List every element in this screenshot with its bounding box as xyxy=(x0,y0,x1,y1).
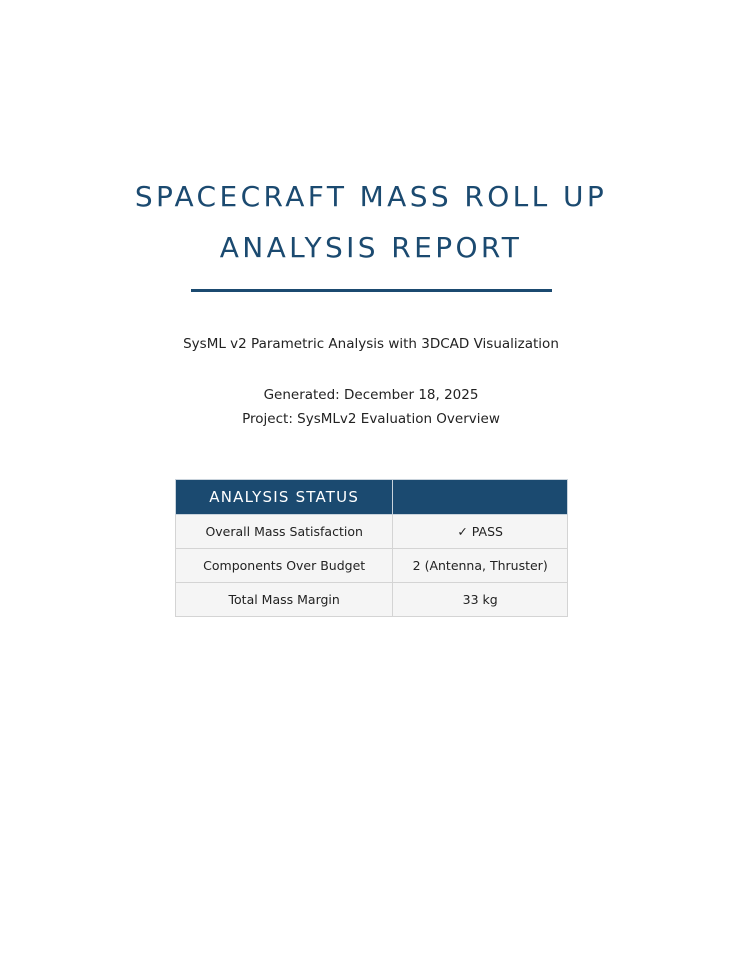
row-label: Components Over Budget xyxy=(176,549,393,583)
project-name: Project: SysMLv2 Evaluation Overview xyxy=(242,411,500,427)
generated-date: Generated: December 18, 2025 xyxy=(263,387,479,403)
row-value: ✓ PASS xyxy=(393,515,568,549)
report-title-line-2: ANALYSIS REPORT xyxy=(219,230,523,264)
table-header-row xyxy=(176,480,568,515)
report-title-line-1: SPACECRAFT MASS ROLL UP xyxy=(134,179,608,213)
table-header-value xyxy=(393,480,568,515)
row-label: Total Mass Margin xyxy=(176,583,393,617)
row-value: 33 kg xyxy=(393,583,568,617)
report-title xyxy=(0,171,742,273)
table-row xyxy=(176,583,568,617)
title-divider xyxy=(191,289,552,292)
table-row xyxy=(176,515,568,549)
analysis-status-table xyxy=(175,479,568,617)
table-header-label: ANALYSIS STATUS xyxy=(176,480,393,515)
table-row xyxy=(176,549,568,583)
row-label: Overall Mass Satisfaction xyxy=(176,515,393,549)
report-subtitle: SysML v2 Parametric Analysis with 3DCAD Visualization xyxy=(183,336,559,352)
row-value: 2 (Antenna, Thruster) xyxy=(393,549,568,583)
